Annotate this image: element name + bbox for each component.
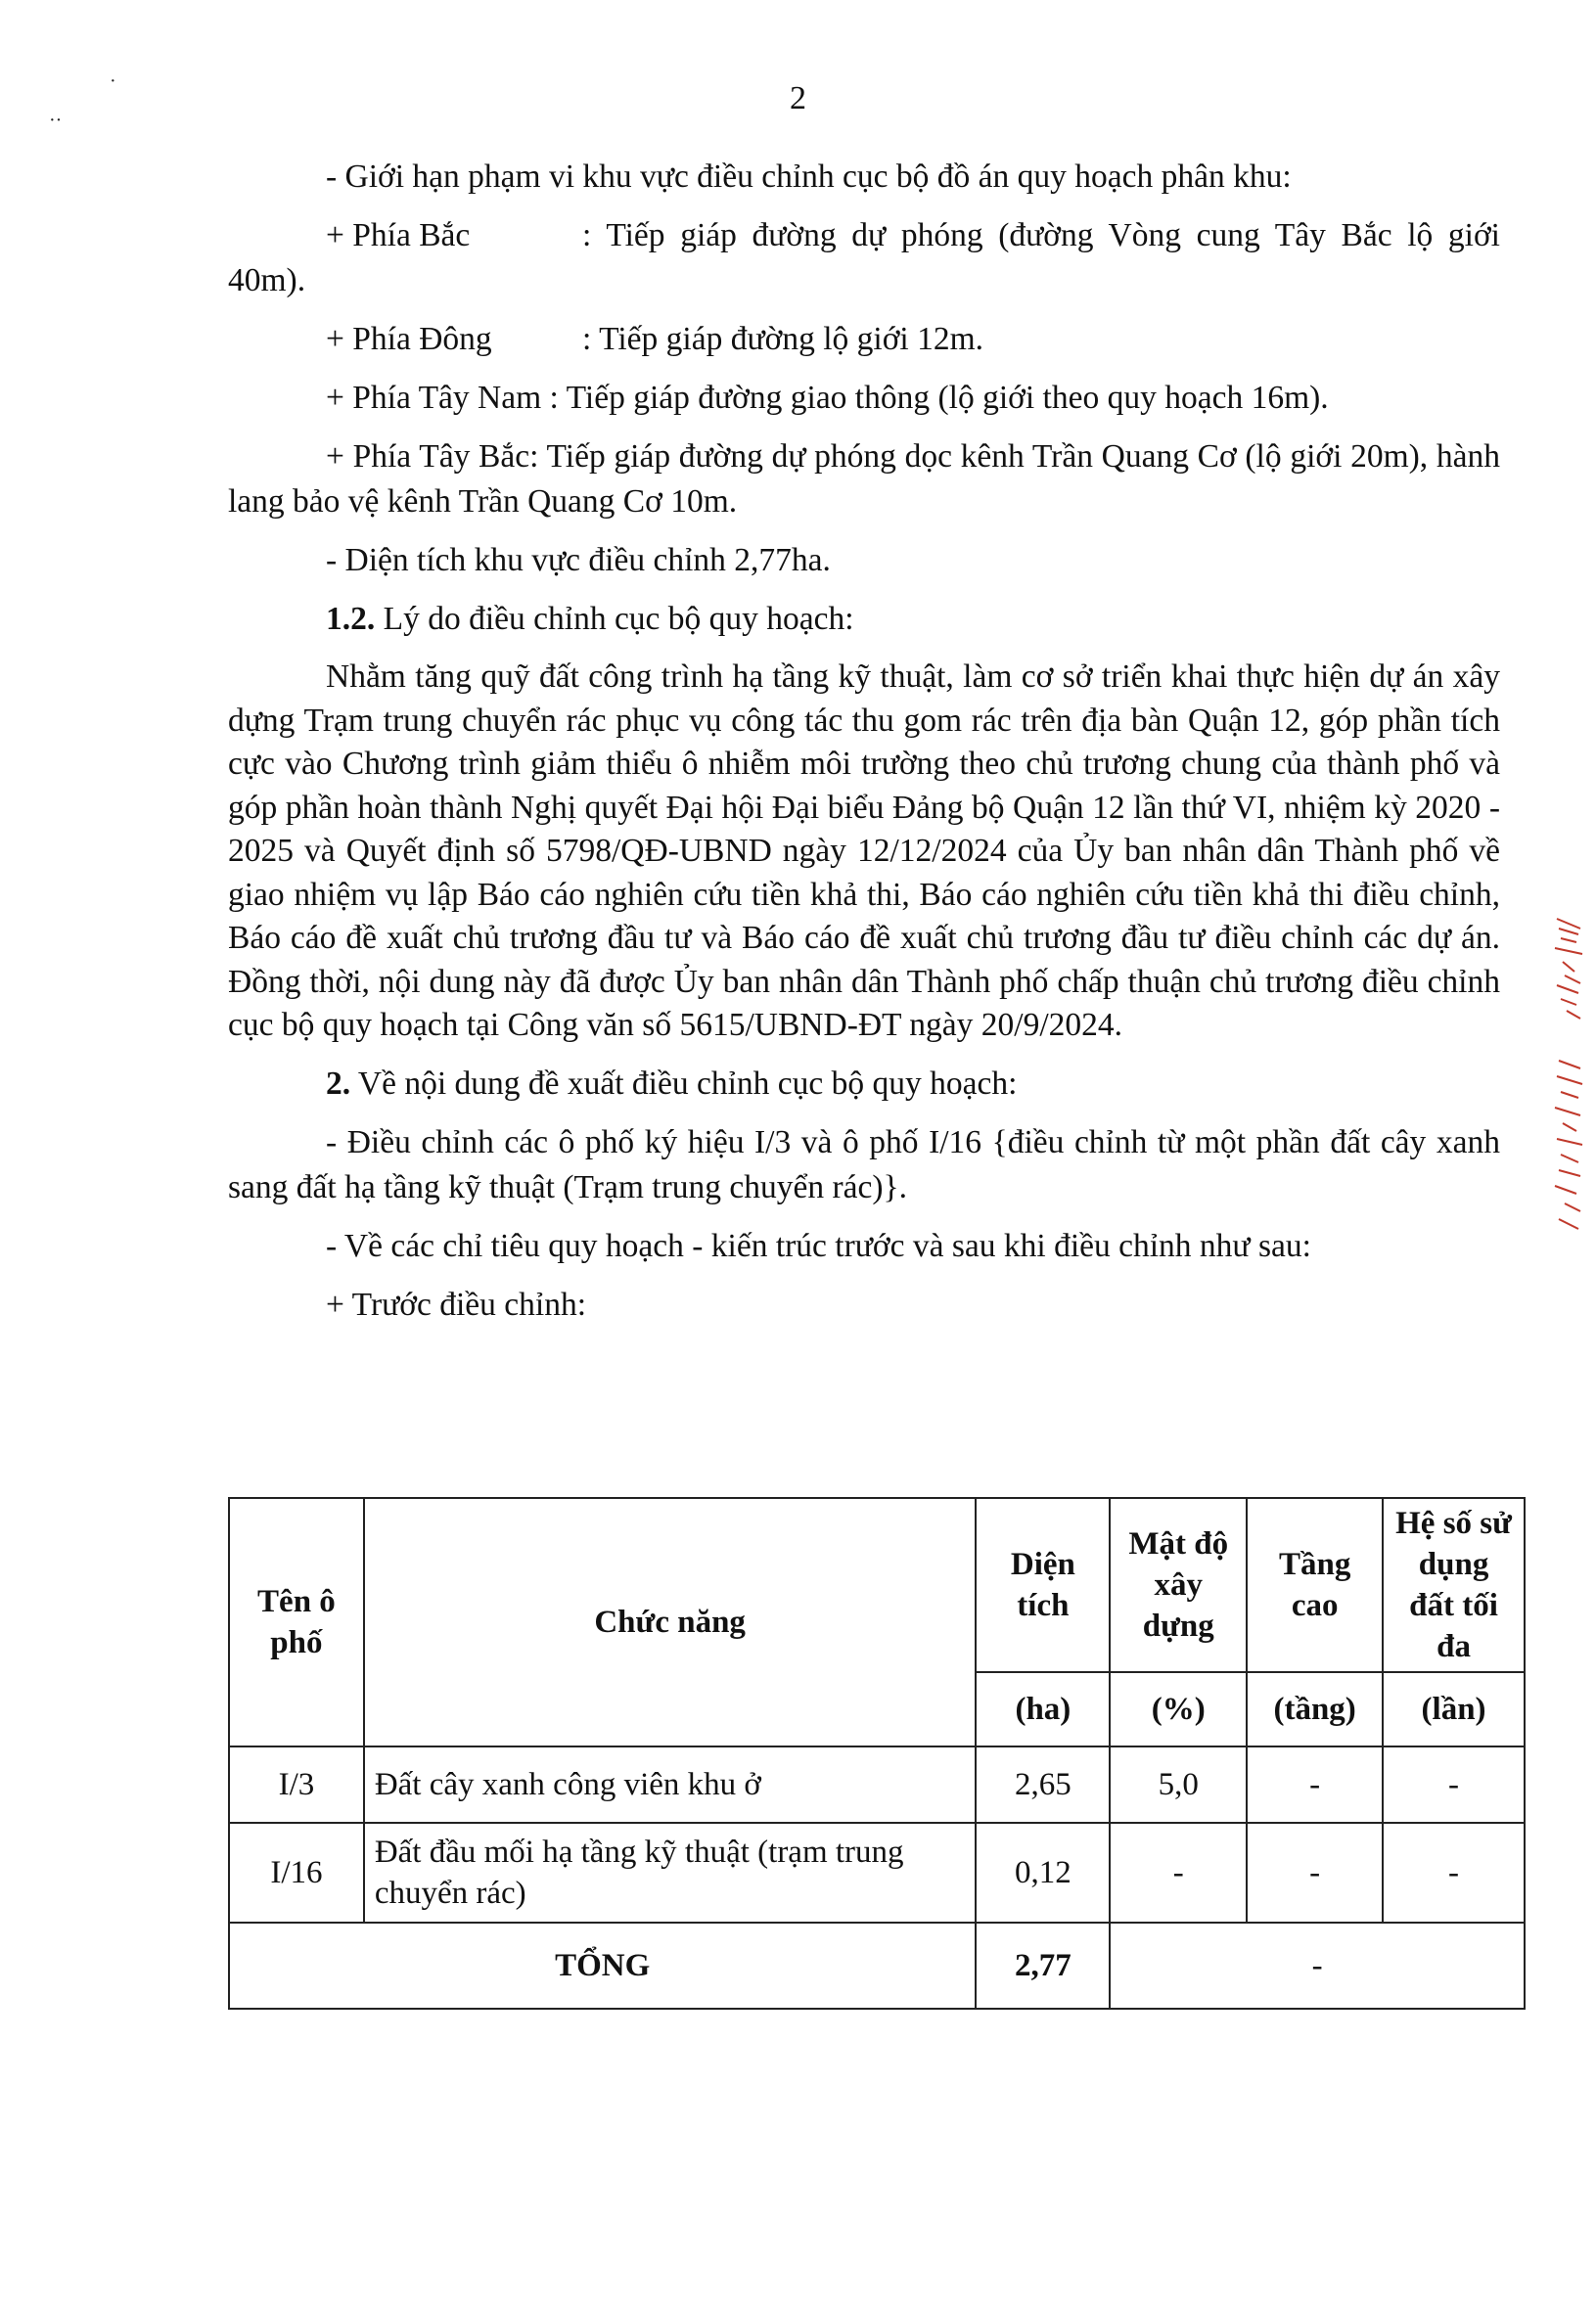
table-row: [229, 1823, 1525, 1923]
header-land-use: Hệ số sử dụng đất tối đa: [1383, 1498, 1525, 1672]
table-row: [229, 1746, 1525, 1823]
cell-area: 2,65: [976, 1746, 1110, 1823]
total-label: TỔNG: [229, 1923, 976, 2009]
cell-block: I/16: [229, 1823, 364, 1923]
cell-floors: -: [1247, 1823, 1383, 1923]
reason-number: 1.2.: [326, 601, 376, 637]
scope-intro: - Giới hạn phạm vi khu vực điều chỉnh cục bộ đồ án quy hoạch phân khu:: [326, 159, 1292, 195]
page-number: 2: [790, 80, 806, 116]
cell-block: I/3: [229, 1746, 364, 1823]
north-text: : Tiếp giáp đường dự phóng (đường Vòng cung Tây Bắc lộ giới 40m).: [228, 217, 1500, 298]
east-label: + Phía Đông: [326, 321, 492, 357]
east-text: : Tiếp giáp đường lộ giới 12m.: [582, 321, 984, 357]
scope-east: [228, 317, 1500, 362]
header-floors: Tầng cao: [1247, 1498, 1383, 1672]
header-block-name: Tên ô phố: [229, 1498, 364, 1746]
table-header-row: [229, 1498, 1525, 1672]
header-function: Chức năng: [364, 1498, 977, 1746]
stamp-mark: [1551, 1057, 1586, 1233]
cell-land-use: -: [1383, 1823, 1525, 1923]
unit-density: (%): [1110, 1672, 1247, 1746]
scope-north: [228, 213, 1500, 303]
indicators-intro: - Về các chỉ tiêu quy hoạch - kiến trúc trước và sau khi điều chỉnh như sau:: [326, 1227, 1311, 1264]
reason-heading: [228, 597, 1500, 642]
total-area: 2,77: [976, 1923, 1110, 2009]
area-statement: - Diện tích khu vực điều chỉnh 2,77ha.: [326, 542, 831, 578]
corner-mark: ·: [110, 70, 116, 92]
cell-function: Đất đầu mối hạ tầng kỹ thuật (trạm trung chuyển rác): [364, 1823, 977, 1923]
scope-southwest: + Phía Tây Nam : Tiếp giáp đường giao thông (lộ giới theo quy hoạch 16m).: [326, 380, 1329, 416]
unit-area: (ha): [976, 1672, 1110, 1746]
header-density: Mật độ xây dựng: [1110, 1498, 1247, 1672]
adjust-blocks: - Điều chỉnh các ô phố ký hiệu I/3 và ô phố I/16 {điều chỉnh từ một phần đất cây xanh sang đất hạ tầng kỹ thuật (Trạm trung chuyển rác)}.: [228, 1123, 1500, 1205]
stamp-mark: [1551, 915, 1586, 1022]
section2-heading: [228, 1062, 1500, 1107]
reason-title: Lý do điều chỉnh cục bộ quy hoạch:: [375, 601, 854, 637]
north-label: + Phía Bắc: [326, 217, 471, 253]
header-area: Diện tích: [976, 1498, 1110, 1672]
unit-land-use: (lần): [1383, 1672, 1525, 1746]
table-total-row: [229, 1923, 1525, 2009]
planning-table: [228, 1497, 1526, 2010]
cell-density: 5,0: [1110, 1746, 1247, 1823]
section2-number: 2.: [326, 1065, 351, 1102]
cell-land-use: -: [1383, 1746, 1525, 1823]
total-rest: -: [1110, 1923, 1525, 2009]
cell-area: 0,12: [976, 1823, 1110, 1923]
unit-floors: (tầng): [1247, 1672, 1383, 1746]
scope-northwest: + Phía Tây Bắc: Tiếp giáp đường dự phóng dọc kênh Trần Quang Cơ (lộ giới 20m), hành lang bảo vệ kênh Trần Quang Cơ 10m.: [228, 438, 1500, 520]
reason-body: Nhằm tăng quỹ đất công trình hạ tầng kỹ thuật, làm cơ sở triển khai thực hiện dự án xây dựng Trạm trung chuyển rác phục vụ công tác thu gom rác trên địa bàn Quận 12, góp phần tích cực vào Chương trình giảm thiểu ô nhiễm môi trường theo chủ trương chung của thành phố và góp phần hoàn thành Nghị quyết Đại hội Đại biểu Đảng bộ Quận 12 lần thứ VI, nhiệm kỳ 2020 - 2025 và Quyết định số 5798/QĐ-UBND ngày 12/12/2024 của Ủy ban nhân dân Thành phố về giao nhiệm vụ lập Báo cáo nghiên cứu tiền khả thi, Báo cáo nghiên cứu tiền khả thi điều chỉnh, Báo cáo đề xuất chủ trương đầu tư và Báo cáo đề xuất chủ trương đầu tư điều chỉnh các dự án. Đồng thời, nội dung này đã được Ủy ban nhân dân Thành phố chấp thuận chủ trương điều chỉnh cục bộ quy hoạch tại Công văn số 5615/UBND-ĐT ngày 20/9/2024.: [228, 658, 1500, 1043]
cell-floors: -: [1247, 1746, 1383, 1823]
section2-title: Về nội dung đề xuất điều chỉnh cục bộ quy hoạch:: [350, 1065, 1018, 1102]
before-adjustment: + Trước điều chỉnh:: [326, 1286, 587, 1323]
document-body: [228, 155, 1500, 1341]
cell-function: Đất cây xanh công viên khu ở: [364, 1746, 977, 1823]
corner-mark: ··: [49, 110, 63, 131]
cell-density: -: [1110, 1823, 1247, 1923]
